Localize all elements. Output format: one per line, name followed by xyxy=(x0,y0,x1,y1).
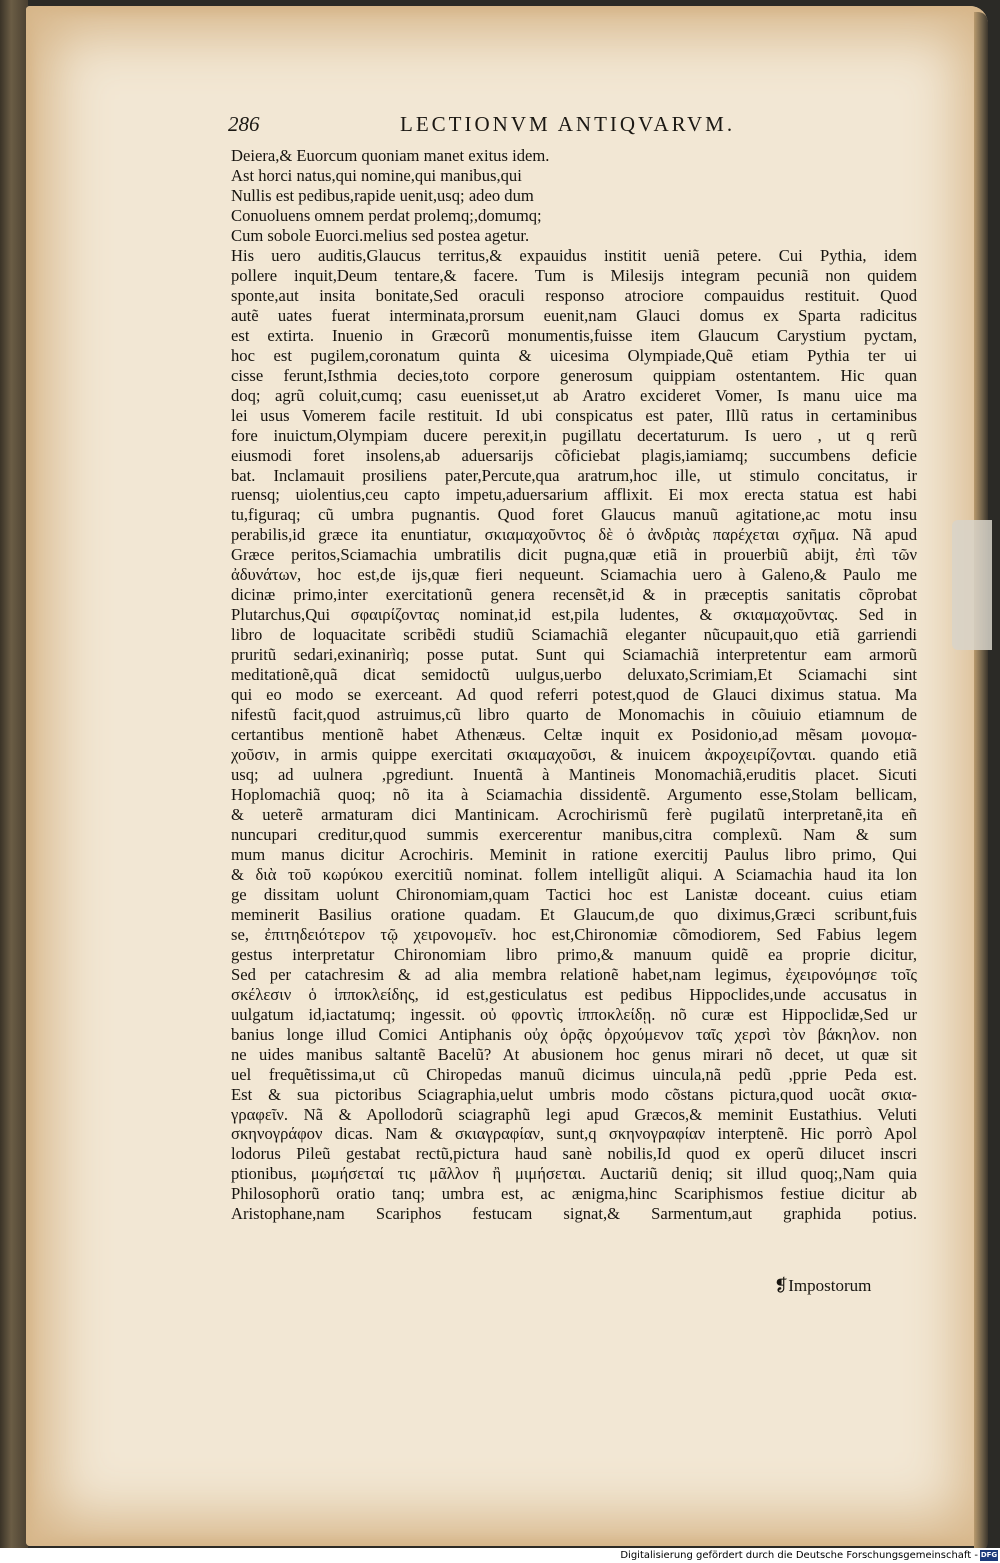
page-header xyxy=(228,112,916,142)
text-line: χοῦσιν, in armis quippe exercitati σκιαμαχοῦσι, & inuicem ἀκροχειρίζονται. quando etiã xyxy=(231,745,917,765)
text-line: ptionibus, μωμήσεταί τις μᾶλλον ἢ μιμήσεται. Auctariũ deniq; sit illud quoq;,Nam quia xyxy=(231,1164,917,1184)
text-line: γραφεῖν. Nã & Apollodorũ sciagraphũ legi apud Græcos,& meminit Eustathius. Veluti xyxy=(231,1104,917,1124)
page-number: 286 xyxy=(228,112,260,136)
text-line: σκέλεσιν ὁ ἱπποκλείδης, id est,gesticulatus est pedibus Hippoclides,unde accusatus in xyxy=(231,984,917,1004)
body-text xyxy=(231,146,917,1224)
text-line: uulgatum id,iactatumq; ingessit. οὐ φροντὶς ἱπποκλείδῃ. nõ curæ est Hippoclidæ,Sed ur xyxy=(231,1004,917,1024)
text-line: Aristophane,nam Scariphos festucam signat,& Sarmentum,aut graphida potius. xyxy=(231,1204,917,1224)
text-line: Plutarchus,Qui σφαιρίζοντας nominat,id est,pila ludentes, & σκιαμαχοῦντας. Sed in xyxy=(231,605,917,625)
text-line: Ast horci natus,qui nomine,qui manibus,qui xyxy=(231,165,522,185)
text-line: ne uides manibus saltantẽ Bacelũ? At abusionem hoc genus mirari nõ decet, ut quæ sit xyxy=(231,1044,917,1064)
text-line: Sed per catachresim & ad alia membra relationẽ habet,nam legimus, ἐχειρονόμησε τοῖς xyxy=(231,964,917,984)
text-line: His uero auditis,Glaucus territus,& expauidus institit ueniã petere. Cui Pythia, idem xyxy=(231,245,917,265)
text-line: gestus interpretatur Chironomiam libro primo,& manuum quidẽ ea proprie dicitur, xyxy=(231,944,917,964)
text-line: mum manus dicitur Acrochiris. Meminit in ratione exercitij Paulus libro primo, Qui xyxy=(231,844,917,864)
text-line: Nullis est pedibus,rapide uenit,usq; adeo dum xyxy=(231,185,534,205)
text-line: lodorus Pileũ gestabat rectũ,pictura haud sanè nobilis,Id quod ex operũ dilucet inscri xyxy=(231,1144,917,1164)
text-line: Conuoluens omnem perdat prolemq;,domumq; xyxy=(231,205,542,225)
text-line: pollere inquit,Deum tentare,& facere. Tum is Milesijs integram pecuniã non quidem xyxy=(231,265,917,285)
running-title: LECTIONVM ANTIQVARVM. xyxy=(400,112,736,136)
text-line: & ueterẽ armaturam dici Mantinicam. Acrochirismũ ferè pugilatũ interpretanẽ,ita eñ xyxy=(231,804,917,824)
text-line: pruritũ sedari,exinanirìq; posse putat. Sunt qui Sciamachiã interpretentur eam armorũ xyxy=(231,645,917,665)
text-line: dicinæ primo,inter exercitationũ genera recensẽt,id & in præceptis sanitatis cõprobat xyxy=(231,585,917,605)
footer-credit: Digitalisierung gefördert durch die Deutsche Forschungsgemeinschaft - xyxy=(620,1550,978,1561)
text-line: Hoplomachiã quoq; nõ ita à Sciamachia dissidentẽ. Argumento esse,Stolam bellicam, xyxy=(231,785,917,804)
catchword: ❡Impostorum xyxy=(774,1276,872,1295)
text-line: banius longe illud Comici Antiphanis οὐχ ὁρᾷς ὀρχούμενον ταῖς χερσὶ τὸν βάκηλον. non xyxy=(231,1024,917,1044)
text-line: ἀδυνάτων, hoc est,de ijs,quæ fieri nequeunt. Sciamachia uero à Galeno,& Paulo me xyxy=(231,565,917,585)
text-line: tu,figuraq; cũ umbra pugnantis. Quod foret Glaucus manuũ agitatione,ac motu insu xyxy=(231,505,917,525)
text-line: libro de loquacitate scribẽdi studiũ Sciamachiã eleganter nũcupauit,quo etiã garriendi xyxy=(231,625,917,645)
text-line: meditationẽ,quã dicat semidoctũ uulgus,uerbo deluxato,Scrimiam,Et Sciamachi sint xyxy=(231,665,917,685)
digitization-footer xyxy=(0,1548,1000,1563)
text-line: hoc est pugilem,coronatum quinta & uicesima Olympiade,Quẽ etiam Pythia ter ui xyxy=(231,345,917,365)
text-line: & διὰ τοῦ κωρύκου exercitiũ nominat. follem intelligũt aliqui. A Sciamachia haud ita lon xyxy=(231,864,917,884)
text-line: σκηνογράφον dicas. Nam & σκιαγραφίαν, sunt,q σκηνογραφίαν interptenẽ. Hic porrò Apol xyxy=(231,1124,917,1144)
text-line: ruensq; uiolentius,ceu capto impetu,aduersarium afflixit. Ei mox erecta statua est habi xyxy=(231,485,917,505)
text-line: bat. Inclamauit prosiliens pater,Percute,qua aratrum,hoc ille, ut stimulo concitatus, ir xyxy=(231,465,917,485)
text-line: eiusmodi foret insolens,ab aduersarijs cõficiebat plagis,iamiamq; succumbens deficie xyxy=(231,445,917,465)
text-line: se, ἐπιτηδειότερον τῷ χειρονομεῖν. hoc est,Chironomiæ cõmodiorem, Sed Fabius legem xyxy=(231,924,917,944)
text-line: lei usus Vomerem facile restituit. Id ubi conspicatus est pater, Illũ ratus in certaminibus xyxy=(231,405,917,425)
text-line: perabilis,id græce ita enuntiatur, σκιαμαχοῦντος δὲ ὁ ἀνδριὰς παρέχεται σχῆμα. Nã apud xyxy=(231,525,917,545)
text-line: est extirta. Inuenio in Græcorũ monumentis,fuisse item Glaucum Carystium pyctam, xyxy=(231,325,917,345)
text-line: doq; agrũ coluit,cumq; casu euenisset,ut ab Aratro excideret Vomer, Is manu uice ma xyxy=(231,385,917,405)
text-line: certantibus mentionẽ habet Athenæus. Celtæ inquit ex Posidonio,ad mẽsam μονομα- xyxy=(231,725,917,745)
text-line: meminerit Basilius oratione quadam. Et Glaucum,de quo diximus,Græci scribunt,fuis xyxy=(231,904,917,924)
text-line: usq; ad uulnera ,pgrediunt. Inuentã à Mantineis Monomachiã,eruditis placet. Sicuti xyxy=(231,765,917,785)
text-line: nifestũ facit,quod astruimus,cũ libro quarto de Monomachis in cõuiuio etiamnum de xyxy=(231,705,917,725)
text-line: ge dissitam uolunt Chironomiam,quam Tactici hoc est Lanistæ doceant. cuius etiam xyxy=(231,884,917,904)
text-line: Deiera,& Euorcum quoniam manet exitus idem. xyxy=(231,146,550,165)
text-line: Philosophorũ oratio tanq; umbra est, ac ænigma,hinc Scariphismos festiue dicitur ab xyxy=(231,1184,917,1204)
text-line: nuncupari creditur,quod summis exercerentur manibus,citra complexũ. Nam & sum xyxy=(231,824,917,844)
text-line: cisse ferunt,Isthmia decies,toto corpore generosum quippiam ostentantem. Hic quan xyxy=(231,365,917,385)
page-edge xyxy=(974,12,988,1552)
book-binding xyxy=(0,0,28,1555)
text-line: Est & sua pictoribus Sciagraphia,uelut umbris modo cõstans pictura,quod uocãt σκια- xyxy=(231,1084,917,1104)
text-line: uel frequẽtissima,ut cũ Chiropedas manuũ dicimus uincula,nã pedũ ,pprie Peda est. xyxy=(231,1064,917,1084)
text-line: autẽ uates fuerat interminata,prorsum euenit,nam Glauci domus ex Sparta radicitus xyxy=(231,305,917,325)
bookmark-tab xyxy=(952,520,992,650)
text-line: Græce peritos,Sciamachia umbratilis dicit pugna,quæ etiã in prouerbiũ abijt, ἐπὶ τῶν xyxy=(231,545,917,565)
text-line: Cum sobole Euorci.melius sed postea agetur. xyxy=(231,225,530,245)
dfg-logo: DFG xyxy=(980,1551,998,1559)
text-line: sponte,aut insita bonitate,Sed oraculi responso atrociore compauidus restituit. Quod xyxy=(231,285,917,305)
text-line: fore inuictum,Olympiam ducere perexit,in pugillatu decertaturum. Is uero , ut q rerũ xyxy=(231,425,917,445)
text-line: qui eo modo se exerceant. Ad quod referri potest,quod de Glauci diximus statua. Ma xyxy=(231,685,917,705)
